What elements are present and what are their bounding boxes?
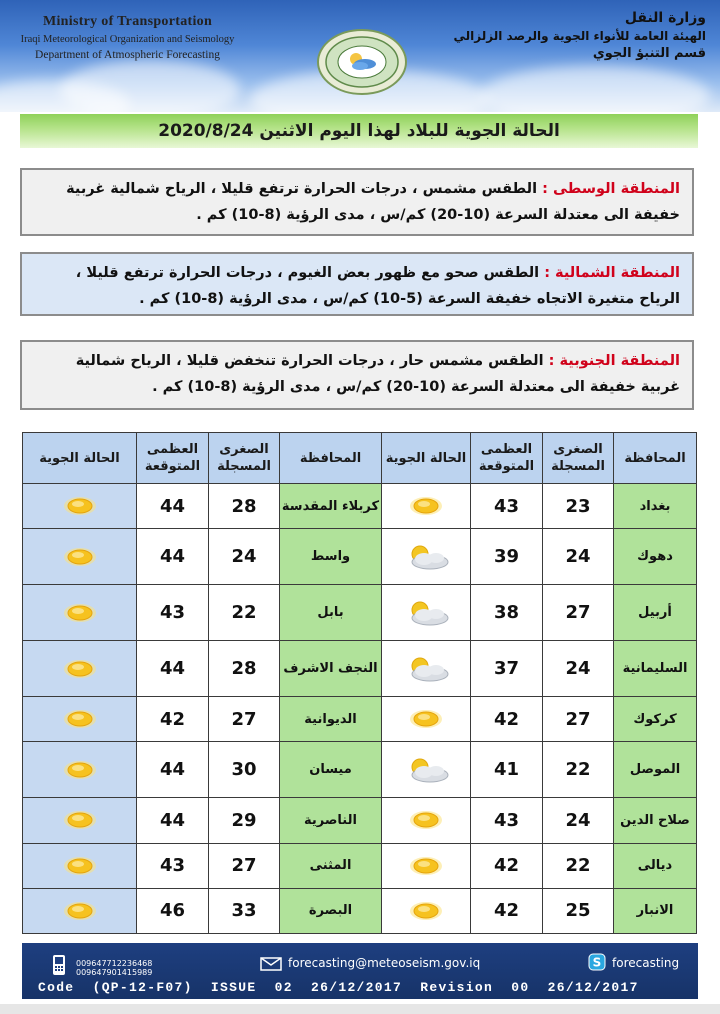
sunny-icon: [61, 899, 99, 923]
min-temp: 27: [543, 585, 614, 641]
en-organization-name: Iraqi Meteorological Organization and Seismology: [20, 34, 235, 45]
svg-text:S: S: [592, 955, 602, 970]
weather-cell: [23, 641, 137, 697]
min-temp: 28: [209, 484, 280, 529]
ar-ministry-name: وزارة النقل: [624, 10, 706, 26]
max-temp: 43: [471, 484, 543, 529]
phone-number-2: 009647901415989: [76, 968, 153, 977]
header-weather: الحالة الجوية: [23, 433, 137, 484]
governorate-name: الناصرية: [280, 798, 382, 843]
max-temp: 46: [137, 888, 209, 933]
max-temp: 43: [471, 798, 543, 843]
governorate-name: دهوك: [614, 529, 697, 585]
governorate-name: السليمانية: [614, 641, 697, 697]
max-temp: 41: [471, 742, 543, 798]
weather-cell: [23, 843, 137, 888]
min-temp: 24: [543, 641, 614, 697]
min-temp: 28: [209, 641, 280, 697]
min-temp: 22: [543, 742, 614, 798]
table-row: [23, 843, 697, 888]
governorate-name: واسط: [280, 529, 382, 585]
region-south-text: الطقس مشمس حار ، درجات الحرارة تنخفض قليلا ، الرياح شمالية غربية خفيفة الى معتدلة السرعة (10-20) كم/س ، مدى الرؤية (8-10) كم .: [75, 353, 680, 395]
governorate-name: الموصل: [614, 742, 697, 798]
max-temp: 42: [471, 697, 543, 742]
region-south: [20, 340, 694, 410]
page-bottom-edge: [0, 1004, 720, 1014]
min-temp: 22: [209, 585, 280, 641]
region-north: [20, 252, 694, 316]
min-temp: 27: [209, 697, 280, 742]
sunny-icon: [61, 707, 99, 731]
min-temp: 27: [209, 843, 280, 888]
governorate-name: بابل: [280, 585, 382, 641]
partly-cloudy-icon: [398, 654, 454, 684]
en-department-name: Department of Atmospheric Forecasting: [35, 49, 220, 61]
region-central: [20, 168, 694, 236]
header-weather: الحالة الجوية: [382, 433, 471, 484]
governorate-name: ديالى: [614, 843, 697, 888]
max-temp: 37: [471, 641, 543, 697]
weather-cell: [23, 697, 137, 742]
header-min: الصغرى المسجلة: [543, 433, 614, 484]
weather-cell: [23, 798, 137, 843]
envelope-icon: [260, 957, 282, 971]
sunny-icon: [407, 494, 445, 518]
weather-cell: [382, 843, 471, 888]
page-title: الحالة الجوية للبلاد لهذا اليوم الاثنين 2020/8/24: [20, 114, 698, 148]
sunny-icon: [407, 899, 445, 923]
max-temp: 38: [471, 585, 543, 641]
region-north-text: الطقس صحو مع ظهور بعض الغيوم ، درجات الحرارة ترتفع قليلا ، الرياح متغيرة الاتجاه خفيفة السرعة (5-10) كم/س ، مدى الرؤية (8-10) كم .: [75, 265, 680, 307]
max-temp: 42: [471, 888, 543, 933]
forecast-table: [22, 432, 697, 934]
phone-number-1: 009647712236468: [76, 959, 153, 968]
header-max: العظمى المتوقعة: [137, 433, 209, 484]
min-temp: 29: [209, 798, 280, 843]
max-temp: 44: [137, 484, 209, 529]
sunny-icon: [61, 657, 99, 681]
governorate-name: الانبار: [614, 888, 697, 933]
table-row: [23, 641, 697, 697]
governorate-name: أربيل: [614, 585, 697, 641]
weather-cell: [382, 529, 471, 585]
weather-cell: [382, 798, 471, 843]
weather-cell: [23, 484, 137, 529]
weather-cell: [23, 742, 137, 798]
weather-cell: [23, 585, 137, 641]
english-header: [10, 14, 245, 61]
table-row: [23, 798, 697, 843]
min-temp: 24: [543, 798, 614, 843]
region-central-name: المنطقة الوسطى :: [542, 181, 680, 197]
contact-email[interactable]: forecasting@meteoseism.gov.iq: [288, 956, 481, 970]
weather-cell: [23, 888, 137, 933]
max-temp: 44: [137, 529, 209, 585]
governorate-name: المثنى: [280, 843, 382, 888]
en-ministry-name: Ministry of Transportation: [42, 14, 213, 29]
sunny-icon: [61, 808, 99, 832]
min-temp: 23: [543, 484, 614, 529]
governorate-name: النجف الاشرف: [280, 641, 382, 697]
sunny-icon: [407, 808, 445, 832]
document-code: Code (QP-12-F07) ISSUE 02 26/12/2017 Revision 00 26/12/2017: [38, 980, 639, 995]
governorate-name: صلاح الدين: [614, 798, 697, 843]
weather-cell: [382, 484, 471, 529]
max-temp: 44: [137, 641, 209, 697]
region-south-name: المنطقة الجنوبية :: [548, 353, 680, 369]
weather-cell: [382, 641, 471, 697]
table-row: [23, 697, 697, 742]
governorate-name: الديوانية: [280, 697, 382, 742]
weather-cell: [382, 585, 471, 641]
min-temp: 24: [543, 529, 614, 585]
max-temp: 42: [137, 697, 209, 742]
table-row: [23, 484, 697, 529]
header-max: العظمى المتوقعة: [471, 433, 543, 484]
table-row: [23, 742, 697, 798]
sunny-icon: [61, 854, 99, 878]
arabic-header: [453, 10, 706, 61]
meteorological-seal-icon: [316, 28, 408, 96]
partly-cloudy-icon: [398, 755, 454, 785]
governorate-name: ميسان: [280, 742, 382, 798]
governorate-name: بغداد: [614, 484, 697, 529]
weather-cell: [23, 529, 137, 585]
min-temp: 24: [209, 529, 280, 585]
skype-icon: [588, 953, 606, 971]
max-temp: 44: [137, 742, 209, 798]
min-temp: 22: [543, 843, 614, 888]
page-footer: [22, 943, 698, 999]
min-temp: 25: [543, 888, 614, 933]
phone-icon: [52, 954, 66, 976]
header-governorate: المحافظة: [280, 433, 382, 484]
weather-cell: [382, 697, 471, 742]
sunny-icon: [407, 707, 445, 731]
max-temp: 42: [471, 843, 543, 888]
governorate-name: كركوك: [614, 697, 697, 742]
region-north-name: المنطقة الشمالية :: [544, 265, 680, 281]
governorate-name: البصرة: [280, 888, 382, 933]
partly-cloudy-icon: [398, 542, 454, 572]
sunny-icon: [61, 758, 99, 782]
phone-numbers: [76, 959, 152, 977]
table-row: [23, 529, 697, 585]
region-central-text: الطقس مشمس ، درجات الحرارة ترتفع قليلا ، الرياح شمالية غربية خفيفة الى معتدلة السرعة (10-20) كم/س ، مدى الرؤية (8-10) كم .: [66, 181, 680, 223]
table-row: [23, 888, 697, 933]
header-min: الصغرى المسجلة: [209, 433, 280, 484]
ar-organization-name: الهيئة العامة للأنواء الجوية والرصد الزلزالي: [453, 29, 706, 43]
max-temp: 43: [137, 585, 209, 641]
min-temp: 30: [209, 742, 280, 798]
max-temp: 43: [137, 843, 209, 888]
ar-department-name: قسم التنبؤ الجوي: [592, 46, 706, 61]
governorate-name: كربلاء المقدسة: [280, 484, 382, 529]
table-header-row: [23, 433, 697, 484]
partly-cloudy-icon: [398, 598, 454, 628]
sunny-icon: [407, 854, 445, 878]
max-temp: 39: [471, 529, 543, 585]
max-temp: 44: [137, 798, 209, 843]
table-row: [23, 585, 697, 641]
header-governorate: المحافظة: [614, 433, 697, 484]
skype-handle[interactable]: forecasting: [612, 956, 680, 970]
sunny-icon: [61, 494, 99, 518]
weather-cell: [382, 742, 471, 798]
page-header: [0, 0, 720, 112]
sunny-icon: [61, 601, 99, 625]
weather-cell: [382, 888, 471, 933]
min-temp: 33: [209, 888, 280, 933]
sunny-icon: [61, 545, 99, 569]
min-temp: 27: [543, 697, 614, 742]
